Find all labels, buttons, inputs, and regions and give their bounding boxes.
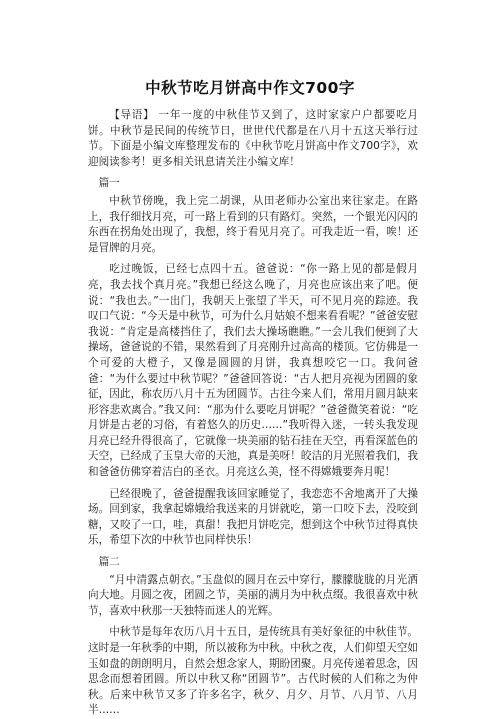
essay-1-heading: 篇一 bbox=[98, 177, 120, 190]
document-title: 中秋节吃月饼高中作文700字 bbox=[145, 79, 355, 97]
essay-1-paragraph-2: 吃过晚饭，已经七点四十五。爸爸说：“你一路上见的都是假月亮，我去找个真月亮。”我想已经这么晚了，月亮也应该出来了吧。便说：“我也去。”一出门，我朝天上张望了半天，可不见月亮的踪迹。我叹口气说：“今天是中秋节，可为什么月姑娘不想来看看呢？”爸爸安慰我说：“肯定是高楼挡住了，我们去大操场瞧瞧。”一会儿我们便到了大操场，爸爸说的不错，果然看到了月亮刚升过高高的楼顶。它仿佛是一个可爱的大橙子，又像是圆圆的月饼，我真想咬它一口。我问爸爸：“为什么要过中秋节呢？”爸爸回答说：“古人把月亮视为团圆的象征，因此，称农历八月十五为团圆节。古往今来人们，常用月圆月缺来形容悲欢离合。”我又问：“那为什么要吃月饼呢？”爸爸微笑着说：“吃月饼是古老的习俗，有着悠久的历史……”我听得入迷，一转头我发现月亮已经升得很高了，它就像一块美丽的钻石挂在天空，再看深蓝色的天空，已经成了玉皇大帝的天池，真是美呀！皎洁的月光照着我们，我和爸爸仿佛穿着洁白的圣衣。月亮这么美，怪不得嫦娥要奔月呢！ bbox=[88, 263, 418, 479]
essay-1-paragraph-3: 已经很晚了，爸爸提醒我该回家睡觉了，我恋恋不舍地离开了大操场。回到家，我拿起嫦娥给我送来的月饼就吃，第一口咬下去，没咬到糖，又咬了一口，哇，真甜！我把月饼吃完，想到这个中秋节过得真快乐，希望下次的中秋节也同样快乐！ bbox=[88, 487, 418, 547]
essay-2-paragraph-2: 中秋节是每年农历八月十五日，是传统具有美好象征的中秋佳节。这时是一年秋季的中期，所以被称为中秋。中秋之夜，人们仰望天空如玉如盘的朗朗明月，自然会想念家人，期盼团聚。月亮传递着思念，因思念而想着团圆。所以中秋又称“团圆节”。古代时候的人们称之为仲秋。后来中秋节又多了许多名字，秋夕、月夕、月节、八月节、八月半…… bbox=[88, 626, 418, 717]
essay-2-paragraph-1: “月中清露点朝衣。”玉盘似的圆月在云中穿行，朦朦胧胧的月光洒向大地。月圆之夜，团圆之节，美丽的满月为中秋点缀。我很喜欢中秋节，喜欢中秋那一天独特而迷人的光辉。 bbox=[88, 573, 418, 617]
essay-1-paragraph-1: 中秋节傍晚，我上完二胡课，从田老师办公室出来往家走。在路上，我仔细找月亮，可一路上看到的只有路灯。突然，一个银光闪闪的东西在拐角处出现了，我想，终于看见月亮了。可我走近一看，唉！还是冒牌的月亮。 bbox=[88, 194, 418, 254]
essay-2-heading: 篇二 bbox=[98, 556, 120, 569]
document-body bbox=[88, 108, 418, 719]
intro-paragraph: 【导语】 一年一度的中秋佳节又到了，这时家家户户都要吃月饼。中秋节是民间的传统节日，世世代代都是在八月十五这天举行过节。下面是小编文库整理发布的《中秋节吃月饼高中作文700字》，欢迎阅读参考！更多相关讯息请关注小编文库！ bbox=[88, 109, 418, 168]
